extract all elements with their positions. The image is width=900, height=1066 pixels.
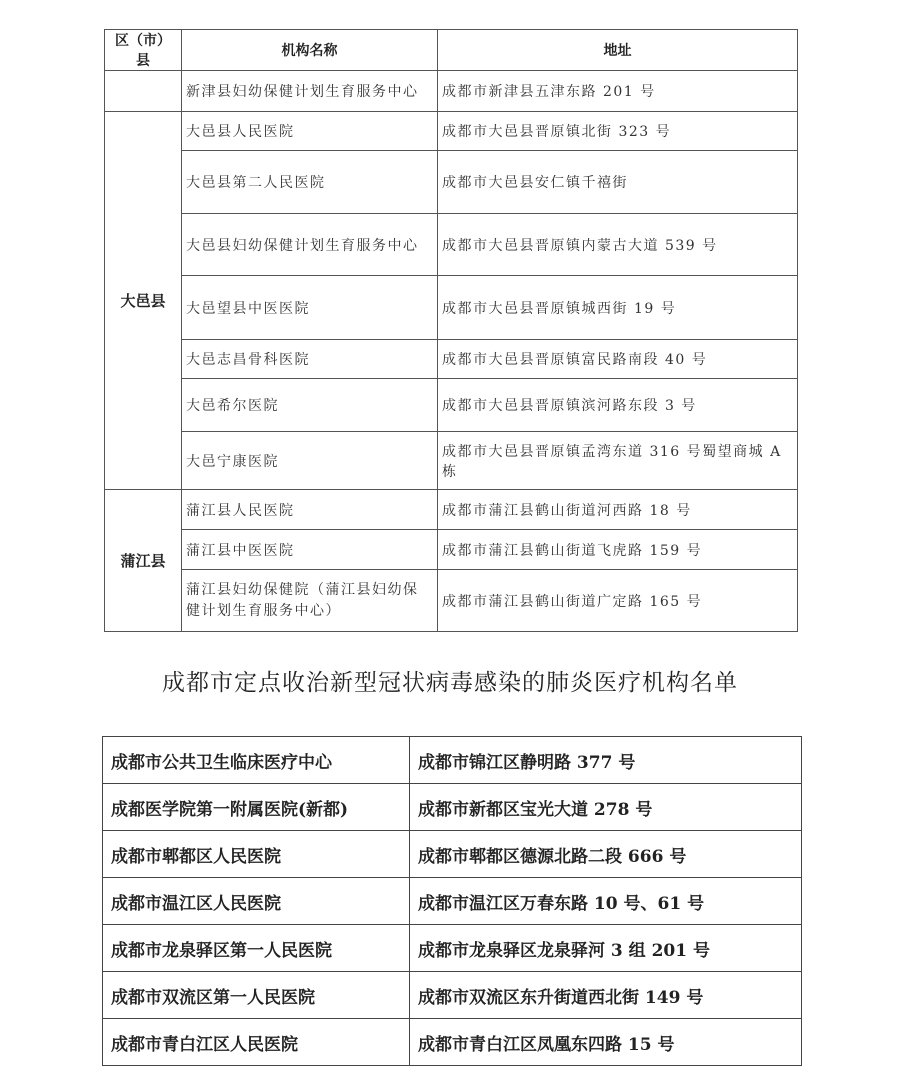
hospital-name: 成都医学院第一附属医院(新都) [103,784,410,831]
table-row [103,737,802,784]
institution-name: 大邑县妇幼保健计划生育服务中心 [182,214,438,276]
hospital-name: 成都市郫都区人民医院 [103,831,410,878]
institution-name: 大邑县人民医院 [182,112,438,151]
table-row [103,878,802,925]
institution-name: 大邑希尔医院 [182,379,438,432]
institution-name: 蒲江县中医医院 [182,530,438,570]
table-row [105,340,798,379]
district-cell-empty [105,71,182,112]
table-row [105,112,798,151]
header-name: 机构名称 [182,30,438,71]
institution-address: 成都市蒲江县鹤山街道广定路 165 号 [438,570,798,632]
table-row [105,379,798,432]
institution-address: 成都市大邑县晋原镇北街 323 号 [438,112,798,151]
institution-address: 成都市蒲江县鹤山街道河西路 18 号 [438,490,798,530]
institution-address: 成都市大邑县安仁镇千禧街 [438,151,798,214]
table-row [103,972,802,1019]
designated-hospital-table [102,736,802,1066]
institution-name: 新津县妇幼保健计划生育服务中心 [182,71,438,112]
hospital-name: 成都市双流区第一人民医院 [103,972,410,1019]
county-hospital-table [104,29,798,632]
table-row [105,151,798,214]
institution-name: 大邑望县中医医院 [182,276,438,340]
district-dayi: 大邑县 [105,112,182,490]
hospital-name: 成都市龙泉驿区第一人民医院 [103,925,410,972]
hospital-address: 成都市温江区万春东路 10 号、61 号 [410,878,802,925]
institution-name: 大邑志昌骨科医院 [182,340,438,379]
table-row [105,432,798,490]
institution-address: 成都市蒲江县鹤山街道飞虎路 159 号 [438,530,798,570]
table-row [105,530,798,570]
hospital-address: 成都市龙泉驿区龙泉驿河 3 组 201 号 [410,925,802,972]
hospital-name: 成都市温江区人民医院 [103,878,410,925]
institution-name: 大邑县第二人民医院 [182,151,438,214]
institution-address: 成都市大邑县晋原镇滨河路东段 3 号 [438,379,798,432]
header-address: 地址 [438,30,798,71]
table-row [105,214,798,276]
hospital-name: 成都市公共卫生临床医疗中心 [103,737,410,784]
table-row [103,1019,802,1066]
header-district: 区（市）县 [105,30,182,71]
table-row [105,570,798,632]
hospital-address: 成都市新都区宝光大道 278 号 [410,784,802,831]
district-pujiang: 蒲江县 [105,490,182,632]
table-row [105,276,798,340]
table-row [105,490,798,530]
institution-address: 成都市大邑县晋原镇城西街 19 号 [438,276,798,340]
institution-name: 大邑宁康医院 [182,432,438,490]
table-row [103,784,802,831]
institution-name: 蒲江县人民医院 [182,490,438,530]
table-row [103,831,802,878]
table-row [105,71,798,112]
list-title: 成都市定点收治新型冠状病毒感染的肺炎医疗机构名单 [162,670,738,696]
institution-address: 成都市大邑县晋原镇富民路南段 40 号 [438,340,798,379]
hospital-address: 成都市双流区东升街道西北街 149 号 [410,972,802,1019]
hospital-address: 成都市锦江区静明路 377 号 [410,737,802,784]
hospital-address: 成都市郫都区德源北路二段 666 号 [410,831,802,878]
institution-address: 成都市大邑县晋原镇内蒙古大道 539 号 [438,214,798,276]
hospital-address: 成都市青白江区凤凰东四路 15 号 [410,1019,802,1066]
institution-address: 成都市新津县五津东路 201 号 [438,71,798,112]
table-row [103,925,802,972]
institution-address: 成都市大邑县晋原镇孟湾东道 316 号蜀望商城 A 栋 [438,432,798,490]
institution-name: 蒲江县妇幼保健院（蒲江县妇幼保健计划生育服务中心） [182,570,438,632]
hospital-name: 成都市青白江区人民医院 [103,1019,410,1066]
table-header-row [105,30,798,71]
